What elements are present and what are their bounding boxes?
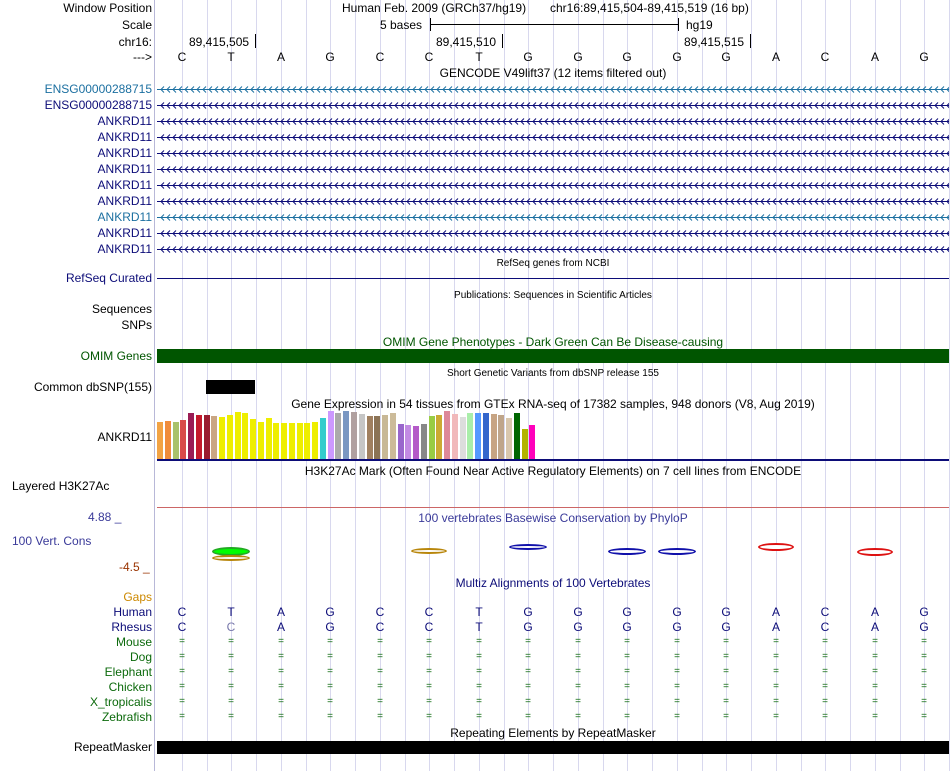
multiz-base: = xyxy=(624,696,630,707)
reference-base: G xyxy=(573,50,583,64)
multiz-base: = xyxy=(624,636,630,647)
reference-base: G xyxy=(672,50,682,64)
multiz-base: = xyxy=(377,636,383,647)
multiz-base: = xyxy=(575,681,581,692)
multiz-base: = xyxy=(228,681,234,692)
multiz-base: G xyxy=(672,605,682,619)
multiz-base: C xyxy=(424,620,434,634)
multiz-base: = xyxy=(278,681,284,692)
multiz-base: G xyxy=(523,620,533,634)
gtex-tissue-bar[interactable] xyxy=(398,424,404,459)
multiz-base: = xyxy=(921,666,927,677)
gtex-tissue-bar[interactable] xyxy=(343,411,349,459)
h3k27ac-track-label[interactable]: Layered H3K27Ac xyxy=(12,479,110,493)
gtex-tissue-bar[interactable] xyxy=(258,422,264,459)
multiz-base: T xyxy=(227,605,235,619)
gtex-tissue-bar[interactable] xyxy=(421,424,427,459)
reference-base: G xyxy=(919,50,929,64)
multiz-base: C xyxy=(177,605,187,619)
multiz-base: C xyxy=(226,620,236,634)
gtex-tissue-bar[interactable] xyxy=(165,421,171,459)
multiz-base: = xyxy=(575,666,581,677)
multiz-base: = xyxy=(426,636,432,647)
reference-base: A xyxy=(870,50,879,64)
gtex-tissue-bar[interactable] xyxy=(413,426,419,459)
multiz-base: C xyxy=(820,605,830,619)
gtex-tissue-bar[interactable] xyxy=(390,413,396,459)
gencode-gene-line[interactable] xyxy=(157,164,949,175)
gtex-tissue-bar[interactable] xyxy=(436,415,442,459)
multiz-base: = xyxy=(723,681,729,692)
multiz-base: = xyxy=(278,711,284,722)
multiz-base: = xyxy=(575,696,581,707)
multiz-base: A xyxy=(276,620,285,634)
multiz-species-label[interactable]: Mouse xyxy=(115,635,152,649)
gtex-tissue-bar[interactable] xyxy=(173,422,179,459)
multiz-species-label[interactable]: Chicken xyxy=(108,680,152,694)
multiz-base: = xyxy=(377,666,383,677)
multiz-base: = xyxy=(228,636,234,647)
multiz-base: = xyxy=(278,651,284,662)
multiz-base: = xyxy=(674,696,680,707)
multiz-base: G xyxy=(573,605,583,619)
multiz-base: = xyxy=(327,681,333,692)
reference-base: G xyxy=(622,50,632,64)
gtex-tissue-bar[interactable] xyxy=(506,418,512,459)
gtex-tissue-bar[interactable] xyxy=(281,423,287,459)
conservation-ymax: 4.88 _ xyxy=(88,510,122,524)
reference-base: C xyxy=(375,50,385,64)
multiz-base: = xyxy=(674,666,680,677)
scale-bar-right-tick xyxy=(678,18,679,31)
gtex-tissue-bar[interactable] xyxy=(250,419,256,459)
multiz-base: = xyxy=(674,681,680,692)
multiz-base: = xyxy=(278,696,284,707)
multiz-species-label[interactable]: Elephant xyxy=(104,665,152,679)
multiz-base: = xyxy=(377,711,383,722)
multiz-base: C xyxy=(424,605,434,619)
gencode-gene-label[interactable]: ANKRD11 xyxy=(97,162,152,176)
multiz-base: = xyxy=(476,636,482,647)
multiz-base: = xyxy=(179,696,185,707)
gtex-tissue-bar[interactable] xyxy=(491,414,497,459)
multiz-base: = xyxy=(228,711,234,722)
gtex-tissue-bar[interactable] xyxy=(429,416,435,459)
gencode-gene-line[interactable] xyxy=(157,132,949,143)
repeatmasker-bar[interactable] xyxy=(157,741,949,754)
dbsnp-variant[interactable] xyxy=(206,380,255,394)
multiz-base: = xyxy=(426,696,432,707)
multiz-base: = xyxy=(921,651,927,662)
multiz-base: = xyxy=(476,666,482,677)
gtex-gene-label[interactable]: ANKRD11 xyxy=(97,430,152,444)
multiz-base: = xyxy=(228,651,234,662)
gtex-tissue-bar[interactable] xyxy=(188,413,194,459)
multiz-species-label[interactable]: Dog xyxy=(129,650,152,664)
conservation-glyph xyxy=(411,548,447,554)
multiz-base: G xyxy=(573,620,583,634)
multiz-base: = xyxy=(179,666,185,677)
gtex-tissue-bar[interactable] xyxy=(297,423,303,459)
scale-label: Scale xyxy=(121,18,152,32)
snps-track-label[interactable]: SNPs xyxy=(121,318,152,332)
gtex-tissue-bar[interactable] xyxy=(219,417,225,459)
multiz-base: = xyxy=(822,681,828,692)
multiz-base: = xyxy=(278,666,284,677)
multiz-base: = xyxy=(525,636,531,647)
conservation-glyph xyxy=(758,543,794,551)
gencode-gene-label[interactable]: ANKRD11 xyxy=(97,146,152,160)
gtex-tissue-bar[interactable] xyxy=(196,415,202,459)
multiz-base: = xyxy=(723,711,729,722)
multiz-base: = xyxy=(872,711,878,722)
multiz-base: = xyxy=(822,666,828,677)
conservation-glyph xyxy=(212,555,250,561)
multiz-base: = xyxy=(723,636,729,647)
label-gutter-divider xyxy=(154,0,155,771)
multiz-base: = xyxy=(476,681,482,692)
multiz-base: = xyxy=(228,696,234,707)
coord-tick xyxy=(750,34,751,48)
reference-base: T xyxy=(475,50,483,64)
gtex-tissue-bar[interactable] xyxy=(529,425,535,459)
multiz-base: T xyxy=(475,620,483,634)
gencode-gene-label[interactable]: ANKRD11 xyxy=(97,242,152,256)
multiz-base: = xyxy=(822,636,828,647)
gtex-tissue-bar[interactable] xyxy=(382,415,388,459)
multiz-base: = xyxy=(624,681,630,692)
multiz-base: = xyxy=(674,636,680,647)
omim-track-title: OMIM Gene Phenotypes - Dark Green Can Be Disease-causing xyxy=(382,335,724,349)
gtex-tissue-bar[interactable] xyxy=(460,417,466,459)
multiz-base: = xyxy=(872,651,878,662)
refseq-track-label[interactable]: RefSeq Curated xyxy=(65,271,152,285)
multiz-base: = xyxy=(624,711,630,722)
multiz-base: = xyxy=(872,666,878,677)
multiz-species-label[interactable]: X_tropicalis xyxy=(89,695,152,709)
gencode-gene-line[interactable] xyxy=(157,212,949,223)
multiz-base: = xyxy=(723,666,729,677)
gtex-tissue-bar[interactable] xyxy=(235,412,241,459)
refseq-track-line[interactable] xyxy=(157,278,949,279)
chrom-label: chr16: xyxy=(118,35,152,49)
multiz-base: C xyxy=(177,620,187,634)
multiz-base: = xyxy=(228,666,234,677)
multiz-base: = xyxy=(773,681,779,692)
publications-track-title: Publications: Sequences in Scientific Articles xyxy=(454,290,652,301)
gencode-gene-label[interactable]: ANKRD11 xyxy=(97,194,152,208)
multiz-base: = xyxy=(773,666,779,677)
multiz-base: A xyxy=(771,605,780,619)
multiz-base: = xyxy=(773,696,779,707)
multiz-base: = xyxy=(327,696,333,707)
gtex-tissue-bar[interactable] xyxy=(227,415,233,459)
multiz-species-label[interactable]: Rhesus xyxy=(111,620,152,634)
gtex-tissue-bar[interactable] xyxy=(374,416,380,459)
multiz-base: = xyxy=(822,711,828,722)
multiz-base: = xyxy=(773,711,779,722)
gtex-tissue-bar[interactable] xyxy=(452,414,458,459)
gtex-tissue-bar[interactable] xyxy=(304,423,310,459)
gencode-track-title: GENCODE V49lift37 (12 items filtered out) xyxy=(439,66,667,80)
gtex-tissue-bar[interactable] xyxy=(328,411,334,459)
multiz-base: = xyxy=(921,696,927,707)
multiz-base: = xyxy=(624,651,630,662)
scale-assembly: hg19 xyxy=(686,18,713,32)
multiz-base: = xyxy=(674,711,680,722)
multiz-base: = xyxy=(723,696,729,707)
coord-tick xyxy=(255,34,256,48)
gencode-gene-line[interactable] xyxy=(157,148,949,159)
gtex-tissue-bar[interactable] xyxy=(444,411,450,459)
multiz-base: = xyxy=(773,636,779,647)
gencode-gene-line[interactable] xyxy=(157,228,949,239)
gtex-tissue-bar[interactable] xyxy=(211,416,217,459)
position-text: chr16:89,415,504-89,415,519 (16 bp) xyxy=(550,1,749,15)
gencode-gene-label[interactable]: ANKRD11 xyxy=(97,226,152,240)
omim-gene-bar[interactable] xyxy=(157,349,949,363)
dbsnp-track-label[interactable]: Common dbSNP(155) xyxy=(33,380,152,394)
multiz-base: = xyxy=(426,666,432,677)
multiz-base: G xyxy=(325,620,335,634)
h3k27ac-track-line xyxy=(157,507,949,508)
gtex-tissue-bar[interactable] xyxy=(335,413,341,459)
multiz-base: = xyxy=(822,696,828,707)
reference-base: C xyxy=(820,50,830,64)
strand-label: ---> xyxy=(133,50,152,64)
gencode-gene-label[interactable]: ANKRD11 xyxy=(97,210,152,224)
multiz-base: G xyxy=(622,605,632,619)
multiz-base: G xyxy=(325,605,335,619)
assembly-text: Human Feb. 2009 (GRCh37/hg19) xyxy=(342,1,527,15)
repeatmasker-track-title: Repeating Elements by RepeatMasker xyxy=(450,726,656,740)
gtex-tissue-bar[interactable] xyxy=(514,413,520,459)
multiz-base: = xyxy=(179,681,185,692)
conservation-glyph xyxy=(658,548,696,555)
multiz-base: = xyxy=(327,666,333,677)
multiz-base: = xyxy=(377,681,383,692)
multiz-base: G xyxy=(523,605,533,619)
gtex-track-title: Gene Expression in 54 tissues from GTEx RNA-seq of 17382 samples, 948 donors (V8, Aug 2019) xyxy=(291,397,815,411)
multiz-base: = xyxy=(921,681,927,692)
multiz-base: = xyxy=(525,711,531,722)
multiz-base: C xyxy=(375,605,385,619)
multiz-base: = xyxy=(575,651,581,662)
multiz-base: = xyxy=(426,681,432,692)
gencode-gene-label[interactable]: ANKRD11 xyxy=(97,114,152,128)
multiz-base: A xyxy=(870,620,879,634)
refseq-track-title: RefSeq genes from NCBI xyxy=(496,258,610,269)
gtex-tissue-bar[interactable] xyxy=(351,412,357,459)
multiz-base: A xyxy=(276,605,285,619)
reference-base: G xyxy=(721,50,731,64)
multiz-base: = xyxy=(525,681,531,692)
multiz-base: G xyxy=(919,620,929,634)
gencode-gene-line[interactable] xyxy=(157,180,949,191)
multiz-base: = xyxy=(921,636,927,647)
multiz-base: = xyxy=(179,636,185,647)
conservation-glyph xyxy=(857,548,893,556)
gtex-tissue-bar[interactable] xyxy=(180,420,186,459)
gtex-tissue-bar[interactable] xyxy=(405,425,411,459)
multiz-track-title: Multiz Alignments of 100 Vertebrates xyxy=(455,576,651,590)
multiz-base: = xyxy=(872,696,878,707)
gtex-tissue-bar[interactable] xyxy=(157,422,163,459)
multiz-base: = xyxy=(426,651,432,662)
multiz-base: = xyxy=(476,696,482,707)
scale-bar-left-tick xyxy=(430,18,431,31)
coord-label: 89,415,505 xyxy=(189,35,250,49)
gtex-tissue-bar[interactable] xyxy=(522,429,528,459)
multiz-base: G xyxy=(721,620,731,634)
coord-label: 89,415,515 xyxy=(684,35,745,49)
multiz-base: C xyxy=(820,620,830,634)
conservation-ymin: -4.5 _ xyxy=(119,560,150,574)
multiz-base: = xyxy=(327,636,333,647)
multiz-base: A xyxy=(870,605,879,619)
multiz-base: = xyxy=(525,666,531,677)
scale-text: 5 bases xyxy=(380,18,423,32)
window-position-label: Window Position xyxy=(63,1,152,15)
gtex-tissue-bar[interactable] xyxy=(204,415,210,459)
gtex-tissue-bar[interactable] xyxy=(498,415,504,459)
multiz-base: = xyxy=(872,636,878,647)
multiz-base: = xyxy=(822,651,828,662)
gtex-tissue-bar[interactable] xyxy=(242,413,248,459)
multiz-base: = xyxy=(575,711,581,722)
multiz-base: G xyxy=(919,605,929,619)
multiz-base: = xyxy=(476,651,482,662)
gtex-expression-bars[interactable] xyxy=(157,411,949,459)
gtex-tissue-bar[interactable] xyxy=(289,423,295,459)
conservation-glyph xyxy=(509,544,547,550)
gtex-baseline xyxy=(157,459,949,461)
multiz-base: C xyxy=(375,620,385,634)
gencode-gene-label[interactable]: ENSG00000288715 xyxy=(44,82,152,96)
multiz-base: = xyxy=(426,711,432,722)
sequences-track-label[interactable]: Sequences xyxy=(91,302,152,316)
gencode-gene-line[interactable] xyxy=(157,84,949,95)
multiz-base: = xyxy=(179,651,185,662)
multiz-base: G xyxy=(672,620,682,634)
multiz-base: = xyxy=(525,651,531,662)
h3k27ac-track-title: H3K27Ac Mark (Often Found Near Active Regulatory Elements) on 7 cell lines from ENCODE xyxy=(304,464,802,478)
omim-track-label[interactable]: OMIM Genes xyxy=(80,349,152,363)
multiz-base: = xyxy=(872,681,878,692)
conservation-glyph xyxy=(608,548,646,555)
multiz-base: = xyxy=(624,666,630,677)
multiz-base: = xyxy=(476,711,482,722)
repeatmasker-track-label[interactable]: RepeatMasker xyxy=(73,740,152,754)
reference-base: C xyxy=(424,50,434,64)
gencode-gene-line[interactable] xyxy=(157,116,949,127)
multiz-base: = xyxy=(179,711,185,722)
scale-bar xyxy=(430,24,678,25)
multiz-base: = xyxy=(773,651,779,662)
multiz-species-label[interactable]: Human xyxy=(113,605,152,619)
multiz-base: = xyxy=(674,651,680,662)
multiz-base: = xyxy=(377,696,383,707)
multiz-base: = xyxy=(327,651,333,662)
gencode-gene-label[interactable]: ENSG00000288715 xyxy=(44,98,152,112)
conservation-track-title: 100 vertebrates Basewise Conservation by PhyloP xyxy=(418,511,688,525)
coord-label: 89,415,510 xyxy=(436,35,497,49)
gtex-tissue-bar[interactable] xyxy=(483,413,489,459)
multiz-base: G xyxy=(721,605,731,619)
gtex-tissue-bar[interactable] xyxy=(273,423,279,459)
reference-base: G xyxy=(325,50,335,64)
multiz-base: = xyxy=(327,711,333,722)
gaps-label: Gaps xyxy=(123,590,152,604)
multiz-base: = xyxy=(921,711,927,722)
reference-base: A xyxy=(771,50,780,64)
reference-base: G xyxy=(523,50,533,64)
gtex-tissue-bar[interactable] xyxy=(359,414,365,459)
gtex-tissue-bar[interactable] xyxy=(266,418,272,459)
multiz-base: = xyxy=(575,636,581,647)
multiz-base: T xyxy=(475,605,483,619)
gtex-tissue-bar[interactable] xyxy=(312,422,318,459)
dbsnp-track-title: Short Genetic Variants from dbSNP release 155 xyxy=(447,368,659,379)
gencode-gene-line[interactable] xyxy=(157,244,949,255)
multiz-base: G xyxy=(622,620,632,634)
gtex-tissue-bar[interactable] xyxy=(475,413,481,459)
gtex-tissue-bar[interactable] xyxy=(367,416,373,459)
gencode-gene-line[interactable] xyxy=(157,196,949,207)
reference-base: T xyxy=(227,50,235,64)
gencode-gene-label[interactable]: ANKRD11 xyxy=(97,130,152,144)
gtex-tissue-bar[interactable] xyxy=(320,418,326,459)
gencode-gene-line[interactable] xyxy=(157,100,949,111)
conservation-track-label[interactable]: 100 Vert. Cons xyxy=(12,534,92,548)
gencode-gene-label[interactable]: ANKRD11 xyxy=(97,178,152,192)
gtex-tissue-bar[interactable] xyxy=(467,413,473,459)
coord-tick xyxy=(502,34,503,48)
multiz-base: = xyxy=(525,696,531,707)
multiz-base: = xyxy=(723,651,729,662)
multiz-base: A xyxy=(771,620,780,634)
multiz-base: = xyxy=(278,636,284,647)
multiz-base: = xyxy=(377,651,383,662)
reference-base: C xyxy=(177,50,187,64)
reference-base: A xyxy=(276,50,285,64)
multiz-species-label[interactable]: Zebrafish xyxy=(101,710,152,724)
